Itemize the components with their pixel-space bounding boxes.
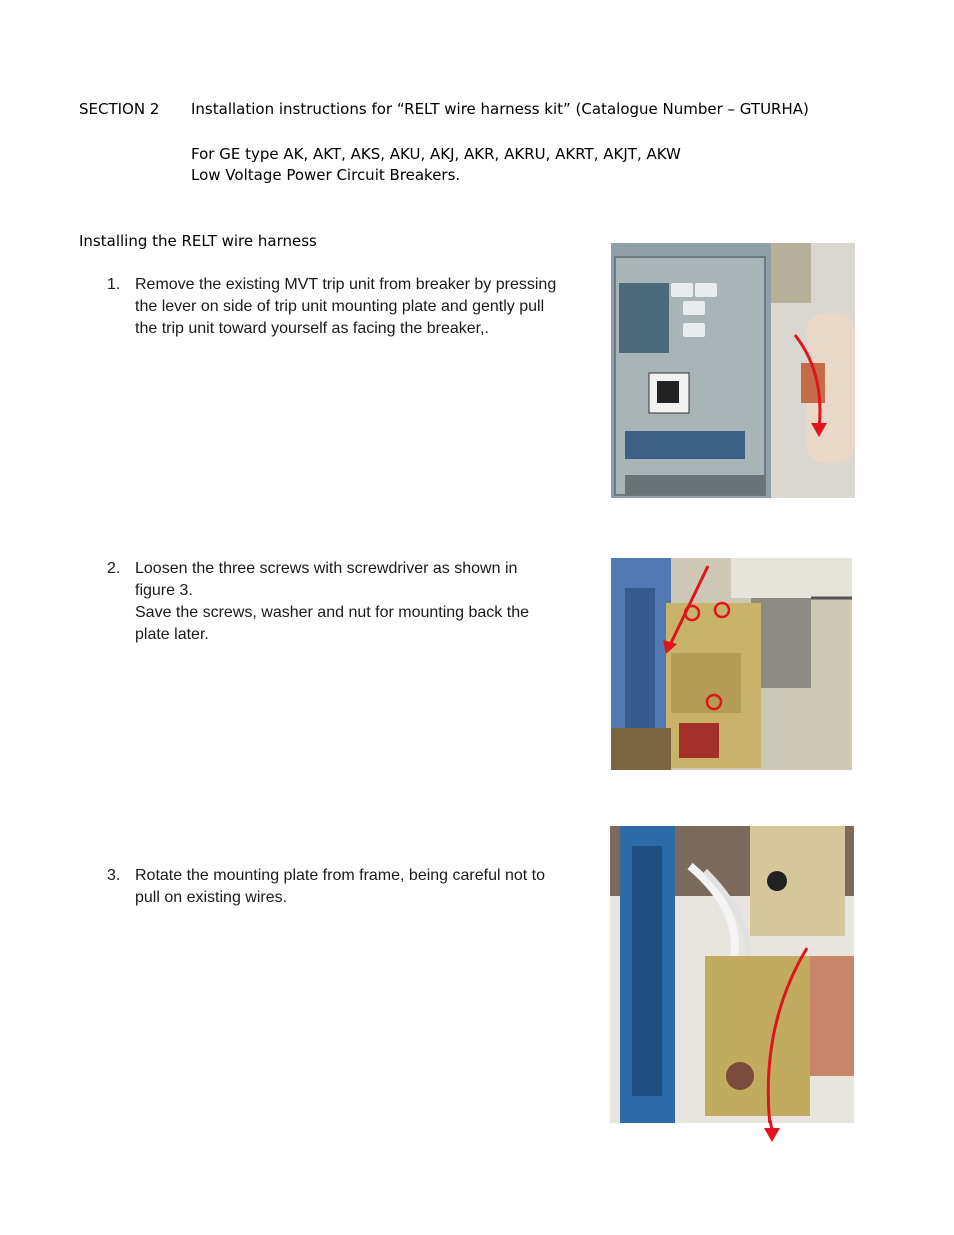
step-1-line-2: the lever on side of trip unit mounting plate and gently pull [135,298,545,315]
section-label: SECTION 2 [79,100,160,118]
figure-3-arrowhead-icon [760,1120,790,1144]
subtitle-line-2: Low Voltage Power Circuit Breakers. [191,166,461,184]
figure-3-rotate-plate-photo [610,826,854,1123]
figure-1-trip-unit-photo [611,243,855,498]
step-1-text [135,274,605,340]
step-2-line-4: plate later. [135,626,209,643]
step-2-line-1: Loosen the three screws with screwdriver as shown in [135,560,518,577]
step-2-line-2: figure 3. [135,582,193,599]
page-title: Installation instructions for “RELT wire harness kit” (Catalogue Number – GTURHA) [191,100,809,118]
step-1-number: 1. [107,276,121,293]
step-3-line-1: Rotate the mounting plate from frame, being careful not to [135,867,546,884]
step-1-line-3: the trip unit toward yourself as facing the breaker,. [135,320,489,337]
step-2-number: 2. [107,560,121,577]
subsection-heading: Installing the RELT wire harness [79,232,317,250]
step-2-text [135,558,605,646]
step-3-text [135,865,605,909]
figure-2-screws-photo [611,558,852,770]
step-3-number: 3. [107,867,121,884]
subtitle-line-1: For GE type AK, AKT, AKS, AKU, AKJ, AKR, AKRU, AKRT, AKJT, AKW [191,145,681,163]
step-3-line-2: pull on existing wires. [135,889,288,906]
step-2-line-3: Save the screws, washer and nut for mounting back the [135,604,529,621]
step-1-line-1: Remove the existing MVT trip unit from breaker by pressing [135,276,557,293]
